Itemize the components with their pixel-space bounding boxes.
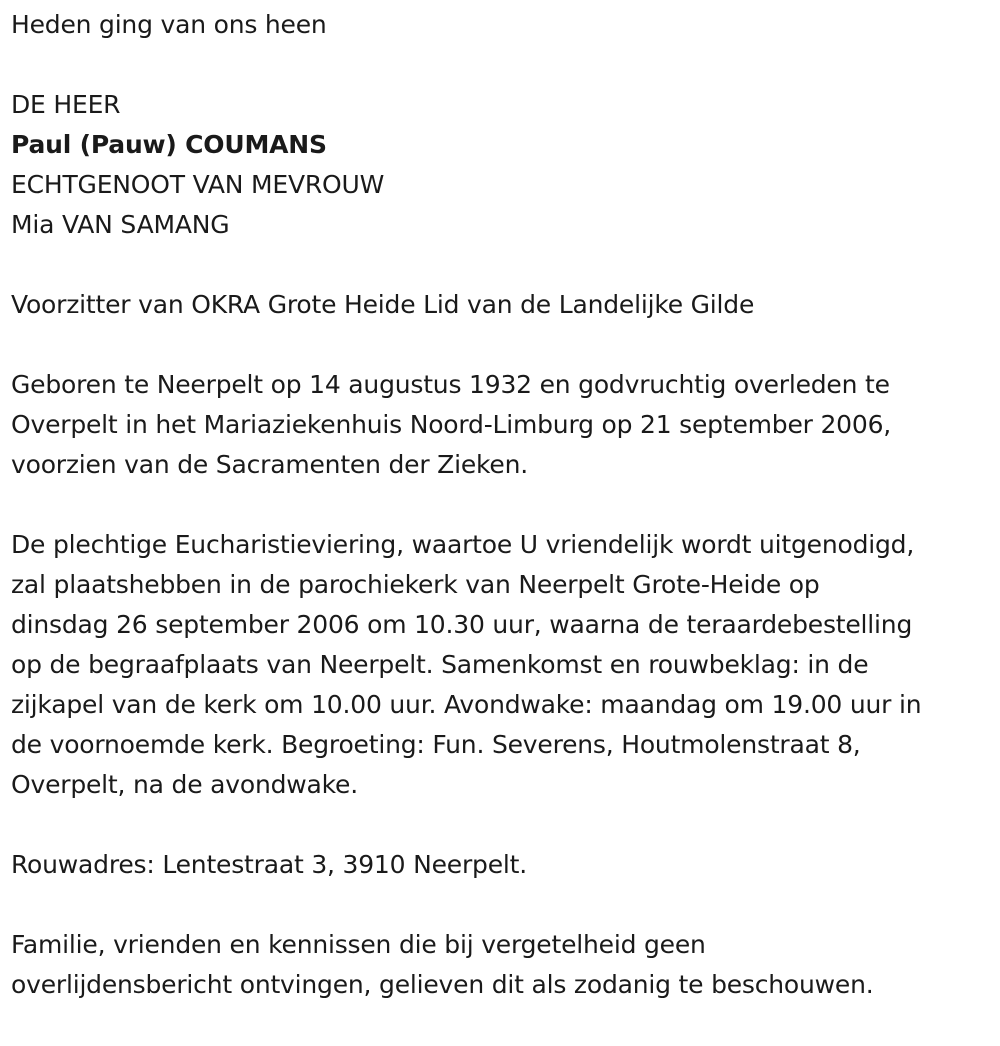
paragraph-line: Overpelt, na de avondwake.	[11, 770, 358, 799]
obituary-document	[11, 0, 996, 1005]
paragraph-line: op de begraafplaats van Neerpelt. Samenkomst en rouwbeklag: in de	[11, 650, 869, 679]
paragraph-line: zijkapel van de kerk om 10.00 uur. Avondwake: maandag om 19.00 uur in	[11, 690, 922, 719]
paragraph-line: Overpelt in het Mariaziekenhuis Noord-Limburg op 21 september 2006,	[11, 410, 892, 439]
spacer	[11, 805, 996, 845]
address-line: Rouwadres: Lentestraat 3, 3910 Neerpelt.	[11, 850, 527, 879]
paragraph-line: Familie, vrienden en kennissen die bij vergetelheid geen	[11, 930, 706, 959]
closing-paragraph	[11, 925, 996, 1005]
deceased-name: Paul (Pauw) COUMANS	[11, 130, 327, 159]
ceremony-paragraph	[11, 525, 996, 805]
spacer	[11, 45, 996, 85]
spouse-label: ECHTGENOOT VAN MEVROUW	[11, 170, 385, 199]
intro-line: Heden ging van ons heen	[11, 10, 327, 39]
role-line: Voorzitter van OKRA Grote Heide Lid van de Landelijke Gilde	[11, 290, 755, 319]
spacer	[11, 485, 996, 525]
paragraph-line: overlijdensbericht ontvingen, gelieven dit als zodanig te beschouwen.	[11, 970, 874, 999]
spouse-name: Mia VAN SAMANG	[11, 210, 230, 239]
paragraph-line: zal plaatshebben in de parochiekerk van Neerpelt Grote-Heide op	[11, 570, 820, 599]
title-prefix: DE HEER	[11, 90, 121, 119]
spacer	[11, 885, 996, 925]
paragraph-line: Geboren te Neerpelt op 14 augustus 1932 en godvruchtig overleden te	[11, 370, 890, 399]
paragraph-line: de voornoemde kerk. Begroeting: Fun. Severens, Houtmolenstraat 8,	[11, 730, 861, 759]
spacer	[11, 325, 996, 365]
spacer	[11, 245, 996, 285]
birth-death-paragraph	[11, 365, 996, 485]
paragraph-line: dinsdag 26 september 2006 om 10.30 uur, waarna de teraardebestelling	[11, 610, 913, 639]
paragraph-line: De plechtige Eucharistieviering, waartoe U vriendelijk wordt uitgenodigd,	[11, 530, 915, 559]
paragraph-line: voorzien van de Sacramenten der Zieken.	[11, 450, 528, 479]
